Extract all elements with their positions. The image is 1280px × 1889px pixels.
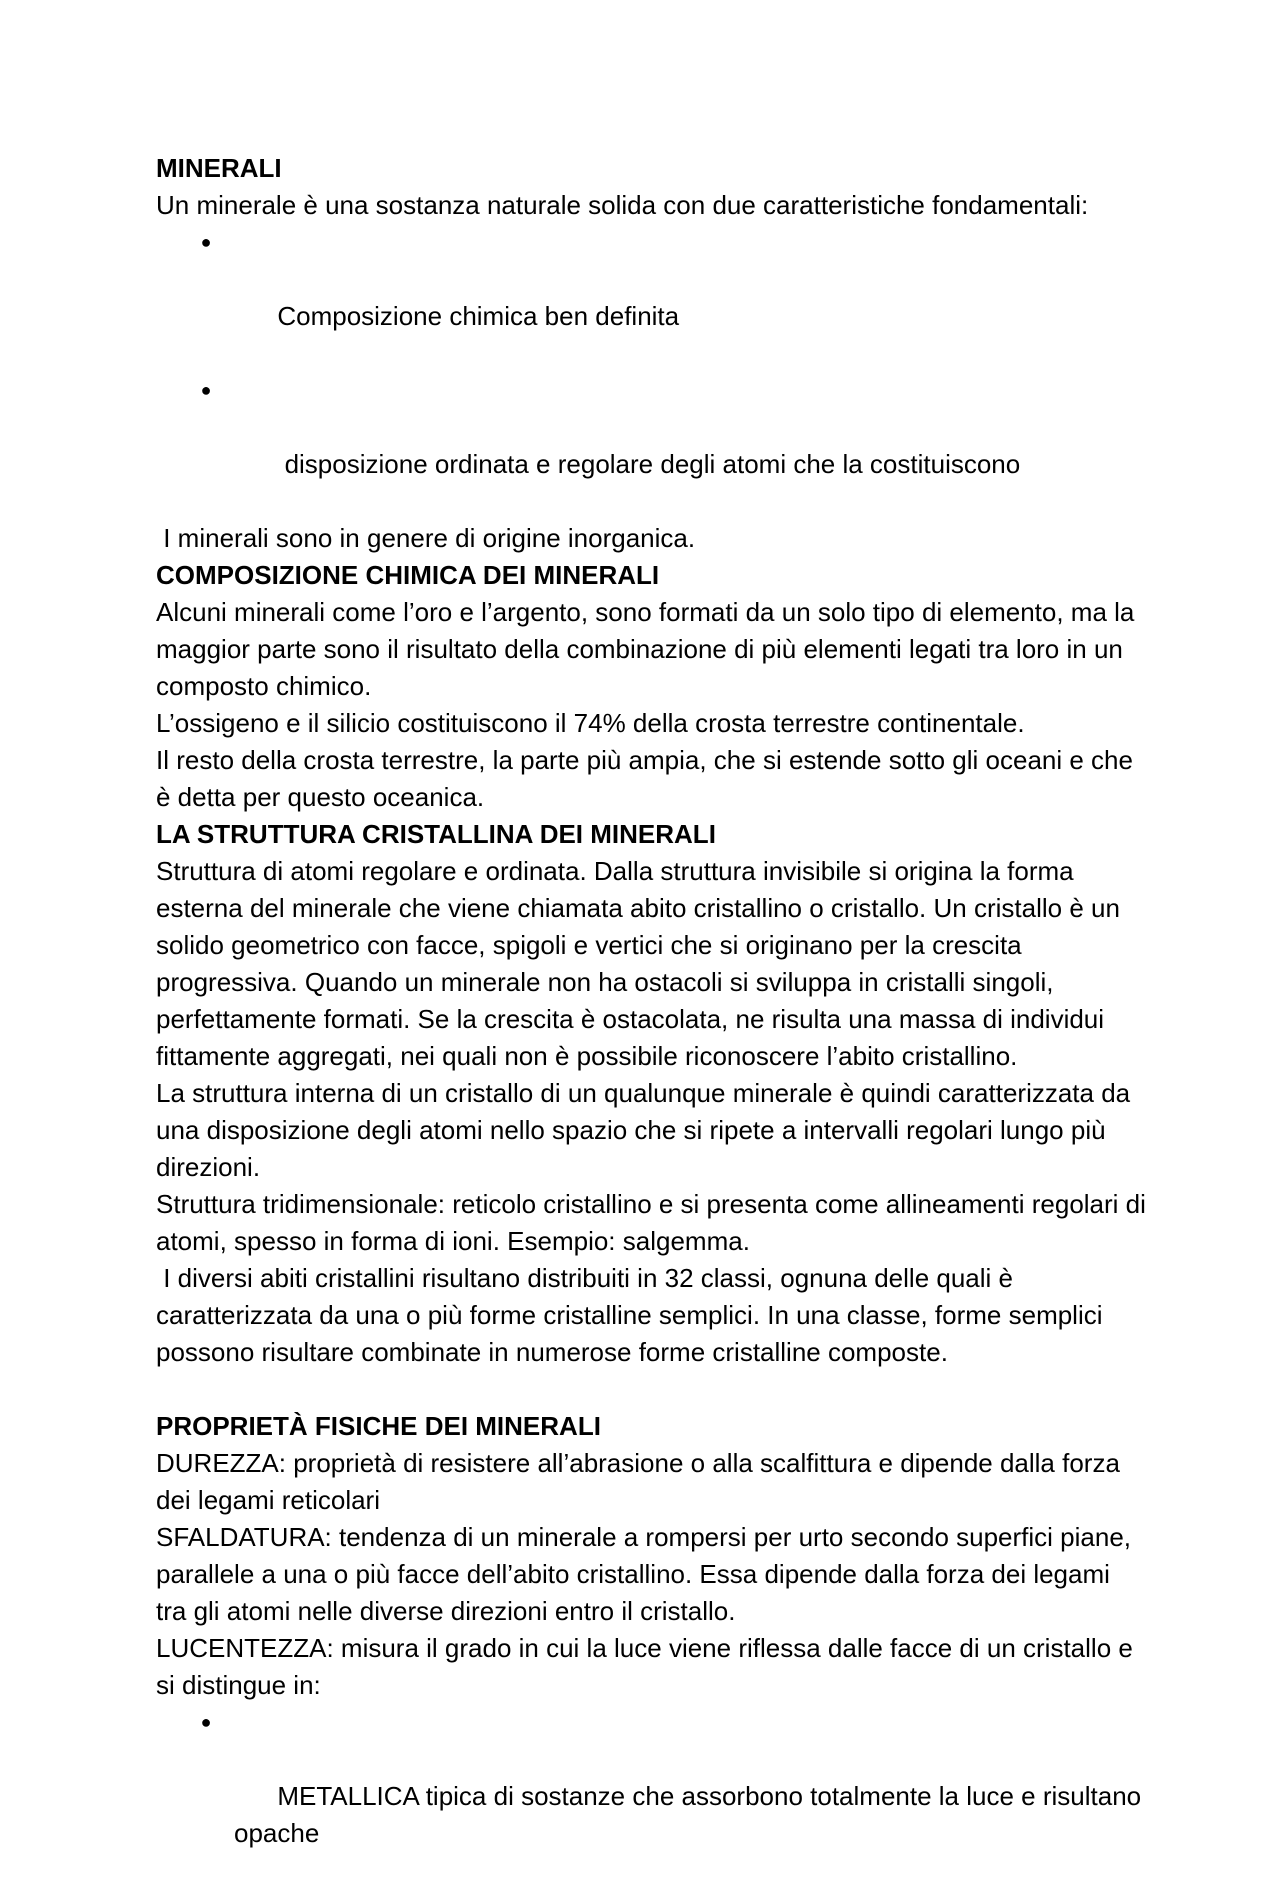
proprieta-bullet-list bbox=[156, 1704, 1149, 1889]
paragraph: La struttura interna di un cristallo di un qualunque minerale è quindi caratterizzata da una disposizione degli atomi nello spazio che si ripete a intervalli regolari lungo più direzioni. bbox=[156, 1078, 1138, 1182]
list-item bbox=[156, 372, 1146, 520]
bullet-icon: ● bbox=[200, 380, 212, 400]
document-page bbox=[156, 150, 1154, 1889]
list-item bbox=[156, 1704, 1149, 1889]
paragraph: DUREZZA: proprietà di resistere all’abrasione o alla scalfittura e dipende dalla forza dei legami reticolari bbox=[156, 1448, 1128, 1515]
paragraph: I diversi abiti cristallini risultano distribuiti in 32 classi, ognuna delle quali è caratterizzata da una o più forme cristalline semplici. In una classe, forme semplici possono risultare combinate in numerose forme cristalline composte. bbox=[156, 1263, 1110, 1367]
paragraph: LUCENTEZZA: misura il grado in cui la luce viene riflessa dalle facce di un cristallo e si distingue in: bbox=[156, 1633, 1141, 1700]
paragraph: Il resto della crosta terrestre, la parte più ampia, che si estende sotto gli oceani e che è detta per questo oceanica. bbox=[156, 745, 1141, 812]
paragraph: Alcuni minerali come l’oro e l’argento, sono formati da un solo tipo di elemento, ma la maggior parte sono il risultato della combinazione di più elementi legati tra loro in un composto chimico. bbox=[156, 597, 1142, 701]
paragraph-spacer bbox=[156, 1371, 1146, 1408]
intro-bullet-list bbox=[156, 224, 1146, 520]
intro-after-paragraph: I minerali sono in genere di origine inorganica. bbox=[156, 523, 696, 553]
page-title: MINERALI bbox=[156, 153, 282, 183]
section-heading-proprieta: PROPRIETÀ FISICHE DEI MINERALI bbox=[156, 1411, 601, 1441]
section-heading-composizione: COMPOSIZIONE CHIMICA DEI MINERALI bbox=[156, 560, 660, 590]
bullet-icon: ● bbox=[200, 1712, 212, 1732]
list-item bbox=[156, 224, 1146, 372]
list-item-text: disposizione ordinata e regolare degli atomi che la costituiscono bbox=[277, 449, 1021, 479]
list-item-text: Composizione chimica ben definita bbox=[277, 301, 680, 331]
paragraph: Struttura tridimensionale: reticolo cristallino e si presenta come allineamenti regolari di atomi, spesso in forma di ioni. Esempio: salgemma. bbox=[156, 1189, 1154, 1256]
bullet-icon: ● bbox=[200, 232, 212, 252]
intro-paragraph: Un minerale è una sostanza naturale solida con due caratteristiche fondamentali: bbox=[156, 190, 1089, 220]
list-item-text: METALLICA tipica di sostanze che assorbono totalmente la luce e risultano opache bbox=[234, 1781, 1149, 1848]
paragraph: Struttura di atomi regolare e ordinata. Dalla struttura invisibile si origina la forma esterna del minerale che viene chiamata abito cristallino o cristallo. Un cristallo è un solido geometrico con facce, spigoli e vertici che si originano per la crescita progressiva. Quando un minerale non ha ostacoli si sviluppa in cristalli singoli, perfettamente formati. Se la crescita è ostacolata, ne risulta una massa di individui fittamente aggregati, nei quali non è possibile riconoscere l’abito cristallino. bbox=[156, 856, 1128, 1071]
paragraph: L’ossigeno e il silicio costituiscono il 74% della crosta terrestre continentale. bbox=[156, 708, 1025, 738]
paragraph: SFALDATURA: tendenza di un minerale a rompersi per urto secondo superfici piane, parallele a una o più facce dell’abito cristallino. Essa dipende dalla forza dei legami tra gli atomi nelle diverse direzioni entro il cristallo. bbox=[156, 1522, 1139, 1626]
section-heading-struttura: LA STRUTTURA CRISTALLINA DEI MINERALI bbox=[156, 819, 716, 849]
